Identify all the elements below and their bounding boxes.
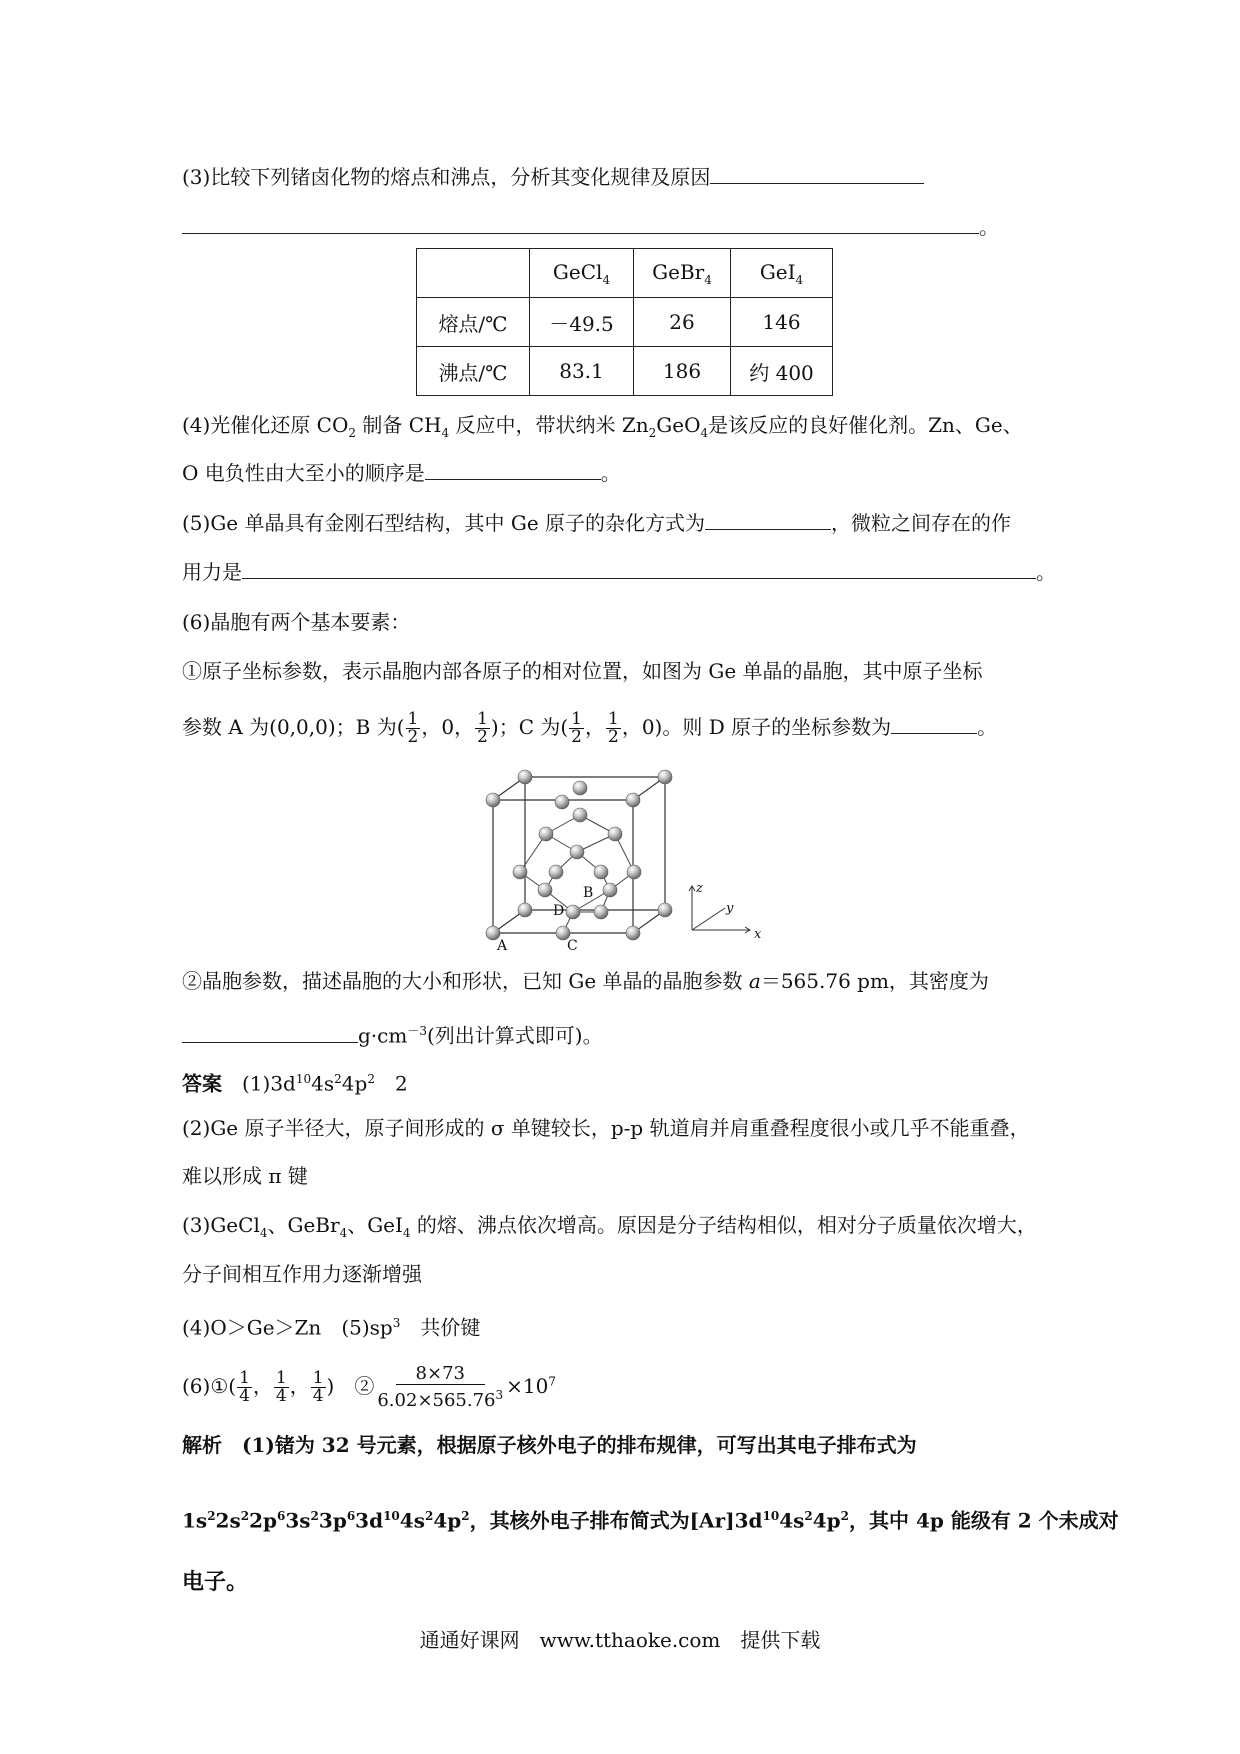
table-cell: 约 400 bbox=[731, 347, 833, 396]
axis-z-label: z bbox=[696, 881, 703, 896]
fraction-half: $\frac{1}{2}$ bbox=[608, 709, 619, 747]
q3-blank-1[interactable] bbox=[710, 165, 924, 184]
q6-blank-1[interactable] bbox=[891, 715, 977, 734]
table-header-gebr4: GeBr$_4$ bbox=[634, 249, 731, 298]
q4-blank[interactable] bbox=[425, 461, 601, 480]
axis-y-label: y bbox=[726, 901, 734, 916]
answer-label: 答案 bbox=[182, 1071, 222, 1096]
label-D: D bbox=[553, 903, 565, 919]
fraction-quarter: $\frac{1}{4}$ bbox=[275, 1368, 287, 1406]
q6-p1-line2: 参数 A 为(0,0,0)；B 为( $\frac{1}{2}$ ，0， $\frac{1}{2}$ )；C 为( $\frac{1}{2}$ ， $\frac{1}{2}$ ，0)。则 D 原子的坐标参数为 。 bbox=[182, 709, 998, 747]
analysis-label: 解析 bbox=[182, 1433, 222, 1457]
table-header-gecl4: GeCl$_4$ bbox=[530, 249, 634, 298]
page-footer: 通通好课网 www.tthaoke.com 提供下载 bbox=[419, 1628, 821, 1652]
q5-blank-2[interactable] bbox=[242, 560, 1036, 579]
fraction-half: $\frac{1}{2}$ bbox=[571, 709, 582, 747]
q5-line2: 用力是 。 bbox=[182, 560, 1056, 584]
table-row-label: 沸点/℃ bbox=[417, 347, 530, 396]
axis-x-label: x bbox=[754, 927, 762, 942]
fraction-half: $\frac{1}{2}$ bbox=[477, 709, 488, 747]
answer-3-line2: 分子间相互作用力逐渐增强 bbox=[182, 1262, 422, 1286]
atoms bbox=[486, 770, 672, 940]
answer-2-line2: 难以形成 π 键 bbox=[182, 1164, 308, 1188]
fraction-quarter: $\frac{1}{4}$ bbox=[239, 1368, 250, 1406]
q5-line1: (5)Ge 单晶具有金刚石型结构，其中 Ge 原子的杂化方式为 ，微粒之间存在的作 bbox=[182, 511, 1012, 535]
table-cell: 186 bbox=[634, 347, 731, 396]
answer-4-5: (4)O＞Ge＞Zn $(5)sp^3$ 共价键 bbox=[182, 1315, 481, 1340]
table-row bbox=[417, 347, 833, 396]
table-cell: 146 bbox=[731, 298, 833, 347]
label-B: B bbox=[583, 885, 594, 901]
q6-p2-line2: $g\cdot cm^{-3}$(列出计算式即可)。 bbox=[182, 1017, 603, 1050]
table-header-empty bbox=[417, 249, 530, 298]
q6-intro: (6)晶胞有两个基本要素： bbox=[182, 610, 411, 634]
table-cell: 26 bbox=[634, 298, 731, 347]
q6-blank-2[interactable] bbox=[182, 1024, 358, 1043]
q3-line2: 。 bbox=[182, 213, 999, 241]
analysis-line1: 解析 (1)锗为 32 号元素，根据原子核外电子的排布规律，可写出其电子排布式为 bbox=[182, 1433, 917, 1457]
q4-line2: O 电负性由大至小的顺序是 。 bbox=[182, 461, 621, 485]
q6-p2-line1: ②晶胞参数，描述晶胞的大小和形状，已知 Ge 单晶的晶胞参数 a＝565.76 pm，其密度为 bbox=[182, 969, 989, 993]
label-C: C bbox=[567, 938, 578, 954]
q4-line1: (4)光催化还原 $CO_2$ 制备 $CH_4$ 反应中，带状纳米 $Zn_2GeO_4$是该反应的良好催化剂。Zn、Ge、 bbox=[182, 413, 1023, 440]
table-row-label: 熔点/℃ bbox=[417, 298, 530, 347]
answer-line1: 答案 $(1)3d^{10}4s^24p^2$ 2 bbox=[182, 1071, 408, 1096]
density-fraction: $\frac{8\times 73}{6.02\times 565.76^3}$ bbox=[377, 1363, 504, 1411]
germanium-halide-table bbox=[416, 248, 833, 396]
table-cell: －49.5 bbox=[530, 298, 634, 347]
ge-unit-cell-figure bbox=[470, 760, 790, 960]
analysis-line3: 电子。 bbox=[182, 1569, 249, 1595]
fraction-half: $\frac{1}{2}$ bbox=[407, 709, 419, 747]
fraction-quarter: $\frac{1}{4}$ bbox=[312, 1368, 324, 1406]
answer-2-line1: (2)Ge 原子半径大，原子间形成的 σ 单键较长，p-p 轨道肩并肩重叠程度很小或几乎不能重叠， bbox=[182, 1116, 1030, 1140]
table-cell: 83.1 bbox=[530, 347, 634, 396]
table-header-row bbox=[417, 249, 833, 298]
q6-p1-line1: ①原子坐标参数，表示晶胞内部各原子的相对位置，如图为 Ge 单晶的晶胞，其中原子坐标 bbox=[182, 659, 983, 683]
label-A: A bbox=[497, 938, 508, 954]
table-header-gei4: GeI$_4$ bbox=[731, 249, 833, 298]
answer-6: (6)①( $\frac{1}{4}$ ， $\frac{1}{4}$ ， $\frac{1}{4}$ ) ② $\frac{8\times 73}{6.02\times 565.76^3}$ $\times 10^7$ bbox=[182, 1363, 557, 1411]
analysis-line2: $1s^22s^22p^63s^23p^63d^{10}4s^24p^2$，其核外电子排布简式为$[Ar]3d^{10}4s^24p^2$，其中 4p 能级有 2 个未成对 bbox=[182, 1508, 1119, 1533]
q5-blank-1[interactable] bbox=[705, 511, 831, 530]
q3-blank-2[interactable] bbox=[182, 215, 979, 234]
table-row bbox=[417, 298, 833, 347]
answer-3-line1: (3)GeCl$_4$、GeBr$_4$、GeI$_4$ 的熔、沸点依次增高。原因是分子结构相似，相对分子质量依次增大， bbox=[182, 1213, 1037, 1240]
q3-line1: (3)比较下列锗卤化物的熔点和沸点，分析其变化规律及原因 bbox=[182, 163, 924, 191]
